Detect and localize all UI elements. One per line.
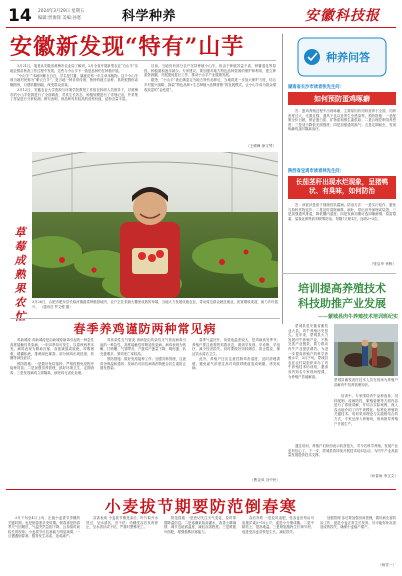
wheat-title: 小麦拔节期要防范倒春寒: [104, 497, 298, 516]
lead-col-2: [144, 64, 276, 144]
wheat-col-2: [86, 516, 158, 568]
q2-title-banner: [288, 176, 396, 199]
chicken-byline: （曹金凤 谷中民）: [250, 478, 280, 482]
training-subtitle: ——蒙城县肉牛养殖技术培训班纪实: [317, 314, 398, 320]
strawberry-photo: [32, 152, 278, 298]
bottom-section-rule: [6, 489, 396, 490]
wheat-para: 冻害表现 小麦拔节期受冻后，叶片似开水烫过，呈水渍状，后干枯；幼穗受冻后发育停止，呈水渍状或干枯，严重时整株死亡。: [86, 516, 158, 530]
photo-caption-text: 3月26日，合肥市肥东县长临河镇蔬菜种植基地内，农户正在采摘大棚里成熟的草莓，当地大力发展设施农业，带动周边群众就近就业，拓宽增收渠道，助力乡村振兴。: [32, 300, 278, 309]
cattle-caption: [334, 378, 398, 392]
chicken-para: 预防措施：做好免疫接种工作；加强饲养管理，注意鸡舍保温和通风；发病后可用抗病毒药物配合抗生素防止继发感染。: [100, 356, 186, 371]
training-col-2: [334, 394, 398, 442]
training-title-1: 培训提高养殖技术: [298, 282, 386, 295]
photo-byline: （通讯员 罗文俊 摄）: [39, 304, 73, 309]
q1-from: 湖南省长沙市读者张先生问：: [288, 85, 344, 90]
lead-title: 安徽新发现“特有”山芋: [10, 34, 245, 60]
q1-answer-text: 答：蛋鸡养殖过程中出现啄癖，主要原因有饲料营养不全面、饲养密度过大、光照过强、通风不良以及寄生虫感染等。预防措施：一是配制全价日粮，保证蛋白质、矿物质和维生素供给；二是合理控制饲养密度；三是适当降低光照强度；四是加强通风换气；五是定期驱虫，发现啄癖鸡及时隔离治疗。: [288, 109, 396, 132]
page-number: 14: [8, 6, 32, 26]
wheat-col-1: [8, 516, 80, 568]
lead-para: 3月12日，安徽农业大学资源与环境学院教授工作组在科研人员指导下，对黄梅市的小山芋资源进行了全面调查，对其生长状态、种植规模进行了详细记录，并采集了样品进行分析检测。研究表明，该品种具有较高的营养价值，淀粉含量丰富。: [10, 88, 138, 102]
paper-logo: 安徽科技报: [305, 8, 380, 24]
chicken-col-1: [10, 338, 94, 482]
qa-badge-label: 种养问答: [326, 51, 370, 64]
qa-badge: [292, 34, 392, 80]
qa-divider: [282, 34, 283, 324]
photo-caption: [32, 300, 278, 314]
wheat-para: 防范措施 一是密切关注天气变化，及时掌握降温信息。二是寒潮来临前灌水，改善土壤墒情，调节近地面温度，减轻冻害程度。三是喷施叶面肥，增强植株抗寒能力。: [164, 516, 236, 534]
wheat-col-4: [242, 516, 314, 568]
training-para: 蒙城县是安徽省畜牧业大县，肉牛养殖历史悠久。近年来，蒙城县大力发展肉牛养殖产业，不断完善产业链条，着力推动肉牛产业提质增效。为进一步提高养殖户的科学养殖水平，3月下旬，蒙城县农业农村局组织举办了肉牛养殖技术培训班，邀请省内知名专家现场授课，为养殖户答疑解惑。: [288, 324, 328, 379]
wheat-para: 3月下旬至4月上旬，正值小麦拔节孕穗的关键时期，也是倒春寒多发时期。倒春寒是指春季天气回暖后，气温突然急剧下降，且持续时间较长的现象。小麦拔节后抗寒能力明显减弱，一旦遭遇倒春寒，极易发生冻害，造成减产。: [8, 516, 80, 539]
date-line: 2024年3月29日 星期五: [38, 9, 85, 14]
cattle-training-image: [334, 324, 398, 376]
wheat-para: 冻后补救 一是及时追肥，受冻麦田每亩可追施尿素5~10公斤，促进小分蘖成穗。二是中耕松土，提高地温。三是喷施植物生长调节剂，促进受冻麦苗恢复生长，减轻损失。: [242, 516, 314, 534]
lead-para: 据悉，“小山芋”被正确鉴定为地方特有品种后，当地将进一步加大保护力度，结合乡村振兴战略，探索“特色品种+生态种植+品牌营销”的发展模式，让小山芋成为群众增收致富的“金疙瘩”。: [144, 78, 276, 92]
q1-answer: [288, 109, 396, 165]
cattle-caption-text: 蒙城县畜牧兽医技术人员在现场为养殖户讲解肉牛饲养管理知识。: [334, 378, 398, 387]
chicken-col-3: [192, 338, 280, 478]
vertical-slogan: 草莓成熟果农忙: [14, 226, 26, 323]
lead-byline: （王俊峰 徐文琴）: [246, 144, 276, 148]
chicken-para: 鸡传染性支气管炎 该病是由传染性支气管炎病毒引起的一种急性、高度接触性呼吸道传染病。病鸡表现为咳嗽、打喷嚏、气管啰音，产蛋鸡产蛋量下降，畸形蛋、软壳蛋增多。雏鸡死亡率较高。: [100, 338, 186, 356]
chicken-para: 春季气温回升，但昼夜温差较大，是鸡病高发季节。养殖户要注意观察鸡群状态，做到早发现、早诊断、早治疗，减少经济损失。同时要做好饲料储存，防止霉变，保证饮水清洁卫生。: [192, 338, 280, 356]
lead-col-1: [10, 64, 138, 150]
chicken-para: 此外，养殖户还应注意控制鸡舍湿度，及时清理粪便，避免氨气浓度过高对鸡群呼吸道造成刺激，诱发疾病。: [192, 356, 280, 371]
chicken-col-2: [100, 338, 186, 482]
masthead: [0, 0, 402, 26]
lead-para: 3月21日，笔者从安徽省黄梅市农业局了解到，2月全省开展新型农业“白山芋”实地农情苗核查工作过程中发现，这些与小山芋不一致是品种仍在种植开展。: [10, 64, 138, 73]
q2-answer: [288, 203, 396, 261]
chicken-top-rule: [10, 318, 280, 319]
lead-para: “小山芋”“本地叫紫衣白白，学名是甘薯，属旋花科一年生草本植物。这个小山芋被当地村民称为“紫衣白芋”，是当地一种非常传统、独特的地方品种，其块根圆形或椭圆形，口感软糯细腻，深受群众喜欢。: [10, 73, 138, 87]
training-byline: （孙春雨 李文文）: [368, 474, 398, 478]
chicken-para: 预防措施：一是做好免疫接种，严格按照免疫程序接种疫苗；二是加强饲养管理，搞好环境卫生，定期消毒；三是发现病鸡立即隔离，病死鸡无害化处理。: [10, 361, 94, 375]
training-col-3: [288, 444, 398, 474]
editor-line: 编辑:贾俊锋 美编:孙寒: [38, 16, 81, 21]
q2-answer-text: 答：该症状是茄子细菌性软腐病。防治方法：一是实行轮作，避免与茄科作物连作；二是及时清除病株、病叶，带出田外深埋或烧毁；三是加强通风排湿，降低棚内湿度；四是发病初期可选用噻菌铜、春雷霉素、氢氧化铜等药剂喷雾防治，每隔7天喷1次，连喷2~3次。: [288, 203, 396, 221]
training-top-rule: [282, 273, 396, 274]
strawberry-greenhouse-image: [32, 152, 278, 298]
training-para: 培训中，专家围绕肉牛品种选育、饲料配制、疫病防控、繁殖管理等方面内容进行了系统讲解，并结合实际案例，深入浅出地介绍了肉牛规模化、标准化养殖的关键技术。培训采用理论与实践相结合的方式，专家还深入养殖场，现场指导养殖户开展生产。: [334, 394, 398, 426]
wheat-byline: （杨雪一）: [378, 563, 396, 567]
chicken-title: 春季养鸡谨防两种常见病: [73, 322, 217, 336]
qa-byline: （张启华 审核）: [369, 262, 396, 266]
lead-title-rule: [10, 60, 276, 61]
wheat-para: 加强管理 冻后要加强田间管理，做好病虫害防治工作，促进小麦正常生长发育，尽可能弥补冻害造成的损失，确保小麦稳产增产。: [320, 516, 396, 530]
section-title: 科学种养: [122, 9, 177, 24]
cattle-photo: [334, 324, 398, 376]
training-title-2: 科技助推产业发展: [298, 297, 386, 310]
lead-para: 目前，当地仍有部分农户坚持种植小山芋，但由于种植效益不高、种薯退化等原因，种植面积逐年减少。专家建议，要加强对地方特色品种资源的保护和利用，建立种质资源圃，开展提纯复壮工作，推动小山芋产业健康发展。: [144, 64, 276, 78]
wheat-col-5: [320, 516, 396, 562]
masthead-rule: [6, 27, 396, 28]
training-para: 通过培训，养殖户们纷纷表示收获很大，对今后科学养殖、发展产业更有信心了。下一步，蒙城县将持续开展技术培训活动，为肉牛产业高质量发展提供技术支撑。: [288, 444, 398, 458]
chicken-para: 鸡新城疫 鸡新城疫是由新城疫病毒引起的一种急性高度接触性传染病，一年四季均可发生，以春秋两季多发。病鸡表现为精神沉郁，食欲减退或废绝，呼吸困难，嗉囊积液，排黄绿色稀粪，部分病鸡出现扭颈、转圈等神经症状。: [10, 338, 94, 361]
q2-title: 长茄茎秆出现水烂现象，呈猪鸭状、有臭味，如何防治: [295, 178, 389, 195]
training-col-1: [288, 324, 328, 442]
q1-title-banner: [288, 92, 396, 105]
q2-from: 陕西省宝鸡市读者林先生问：: [288, 169, 344, 174]
wheat-col-3: [164, 516, 236, 568]
q1-title: 如何预防蛋鸡啄癖: [314, 95, 370, 103]
